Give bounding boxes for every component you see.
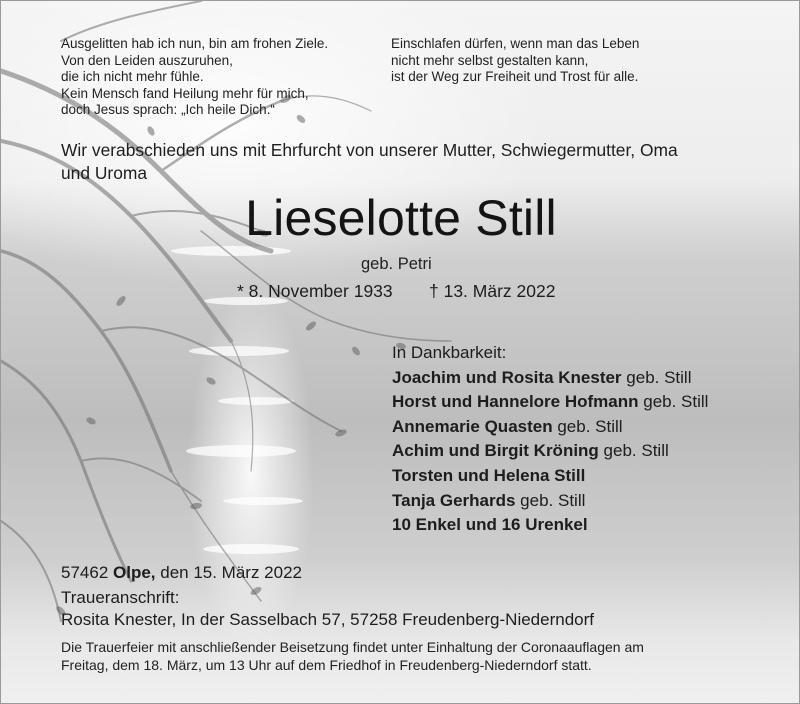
mourner-suffix: geb. Still (552, 416, 623, 436)
death-date: † 13. März 2022 (429, 281, 556, 301)
poem-line: ist der Weg zur Freiheit und Trost für alle. (391, 69, 639, 85)
poem-line: Einschlafen dürfen, wenn man das Leben (391, 36, 640, 51)
mourner-name: Torsten und Helena Still (392, 465, 586, 485)
maiden-name: geb. Petri (361, 255, 432, 273)
city: Olpe, (113, 563, 156, 582)
mourner-entry (392, 366, 708, 391)
mourner-suffix: geb. Still (638, 392, 709, 412)
mourner-suffix: geb. Still (598, 441, 669, 461)
address-label: Traueranschrift: (61, 588, 180, 607)
mourners-list (392, 341, 708, 538)
service-line: Die Trauerfeier mit anschließender Beisetzung findet unter Einhaltung der Coronaauflagen am (61, 639, 644, 655)
mourner-entry (392, 390, 708, 415)
service-line: Freitag, dem 18. März, um 13 Uhr auf dem Friedhof in Freudenberg-Niederndorf statt. (61, 656, 592, 673)
intro-line: und Uroma (61, 163, 148, 183)
mourner-suffix: geb. Still (515, 490, 586, 510)
place-and-date (61, 563, 302, 583)
mourner-name: Achim und Birgit Kröning (392, 441, 599, 461)
mourner-entry (392, 513, 708, 538)
mourner-entry (392, 464, 708, 489)
address-line: Rosita Knester, In der Sasselbach 57, 57258 Freudenberg-Niederndorf (61, 609, 594, 629)
birth-date: * 8. November 1933 (237, 281, 393, 301)
mourner-name: Tanja Gerhards (392, 490, 516, 510)
deceased-name: Lieselotte Still (245, 190, 557, 246)
poem-line: Ausgelitten hab ich nun, bin am frohen Ziele. (61, 36, 329, 51)
mourner-name: Annemarie Quasten (392, 416, 553, 436)
farewell-intro (61, 139, 678, 185)
poem-line: die ich nicht mehr fühle. (61, 69, 204, 85)
poem-line: Von den Leiden auszuruhen, (61, 52, 233, 68)
poem-line: doch Jesus sprach: „Ich heile Dich.“ (61, 102, 275, 118)
mourner-suffix: geb. Still (621, 367, 692, 387)
mourner-entry (392, 439, 708, 464)
mourner-entry (392, 415, 708, 440)
mourner-name: Horst und Hannelore Hofmann (392, 392, 639, 412)
notice-date: den 15. März 2022 (155, 563, 302, 582)
mourner-name: Joachim und Rosita Knester (392, 367, 622, 387)
condolence-address (61, 587, 594, 630)
mourner-entry (392, 489, 708, 514)
mourners-heading: In Dankbarkeit: (392, 343, 507, 362)
poem-line: Kein Mensch fand Heilung mehr für mich, (61, 85, 309, 101)
poem-left (61, 36, 328, 119)
poem-line: nicht mehr selbst gestalten kann, (391, 52, 589, 68)
intro-line: Wir verabschieden uns mit Ehrfurcht von unserer Mutter, Schwiegermutter, Oma (61, 140, 678, 160)
mourner-name: 10 Enkel und 16 Urenkel (392, 515, 588, 535)
poem-right (391, 36, 639, 86)
postal-code: 57462 (61, 563, 113, 582)
funeral-service-info (61, 639, 644, 674)
